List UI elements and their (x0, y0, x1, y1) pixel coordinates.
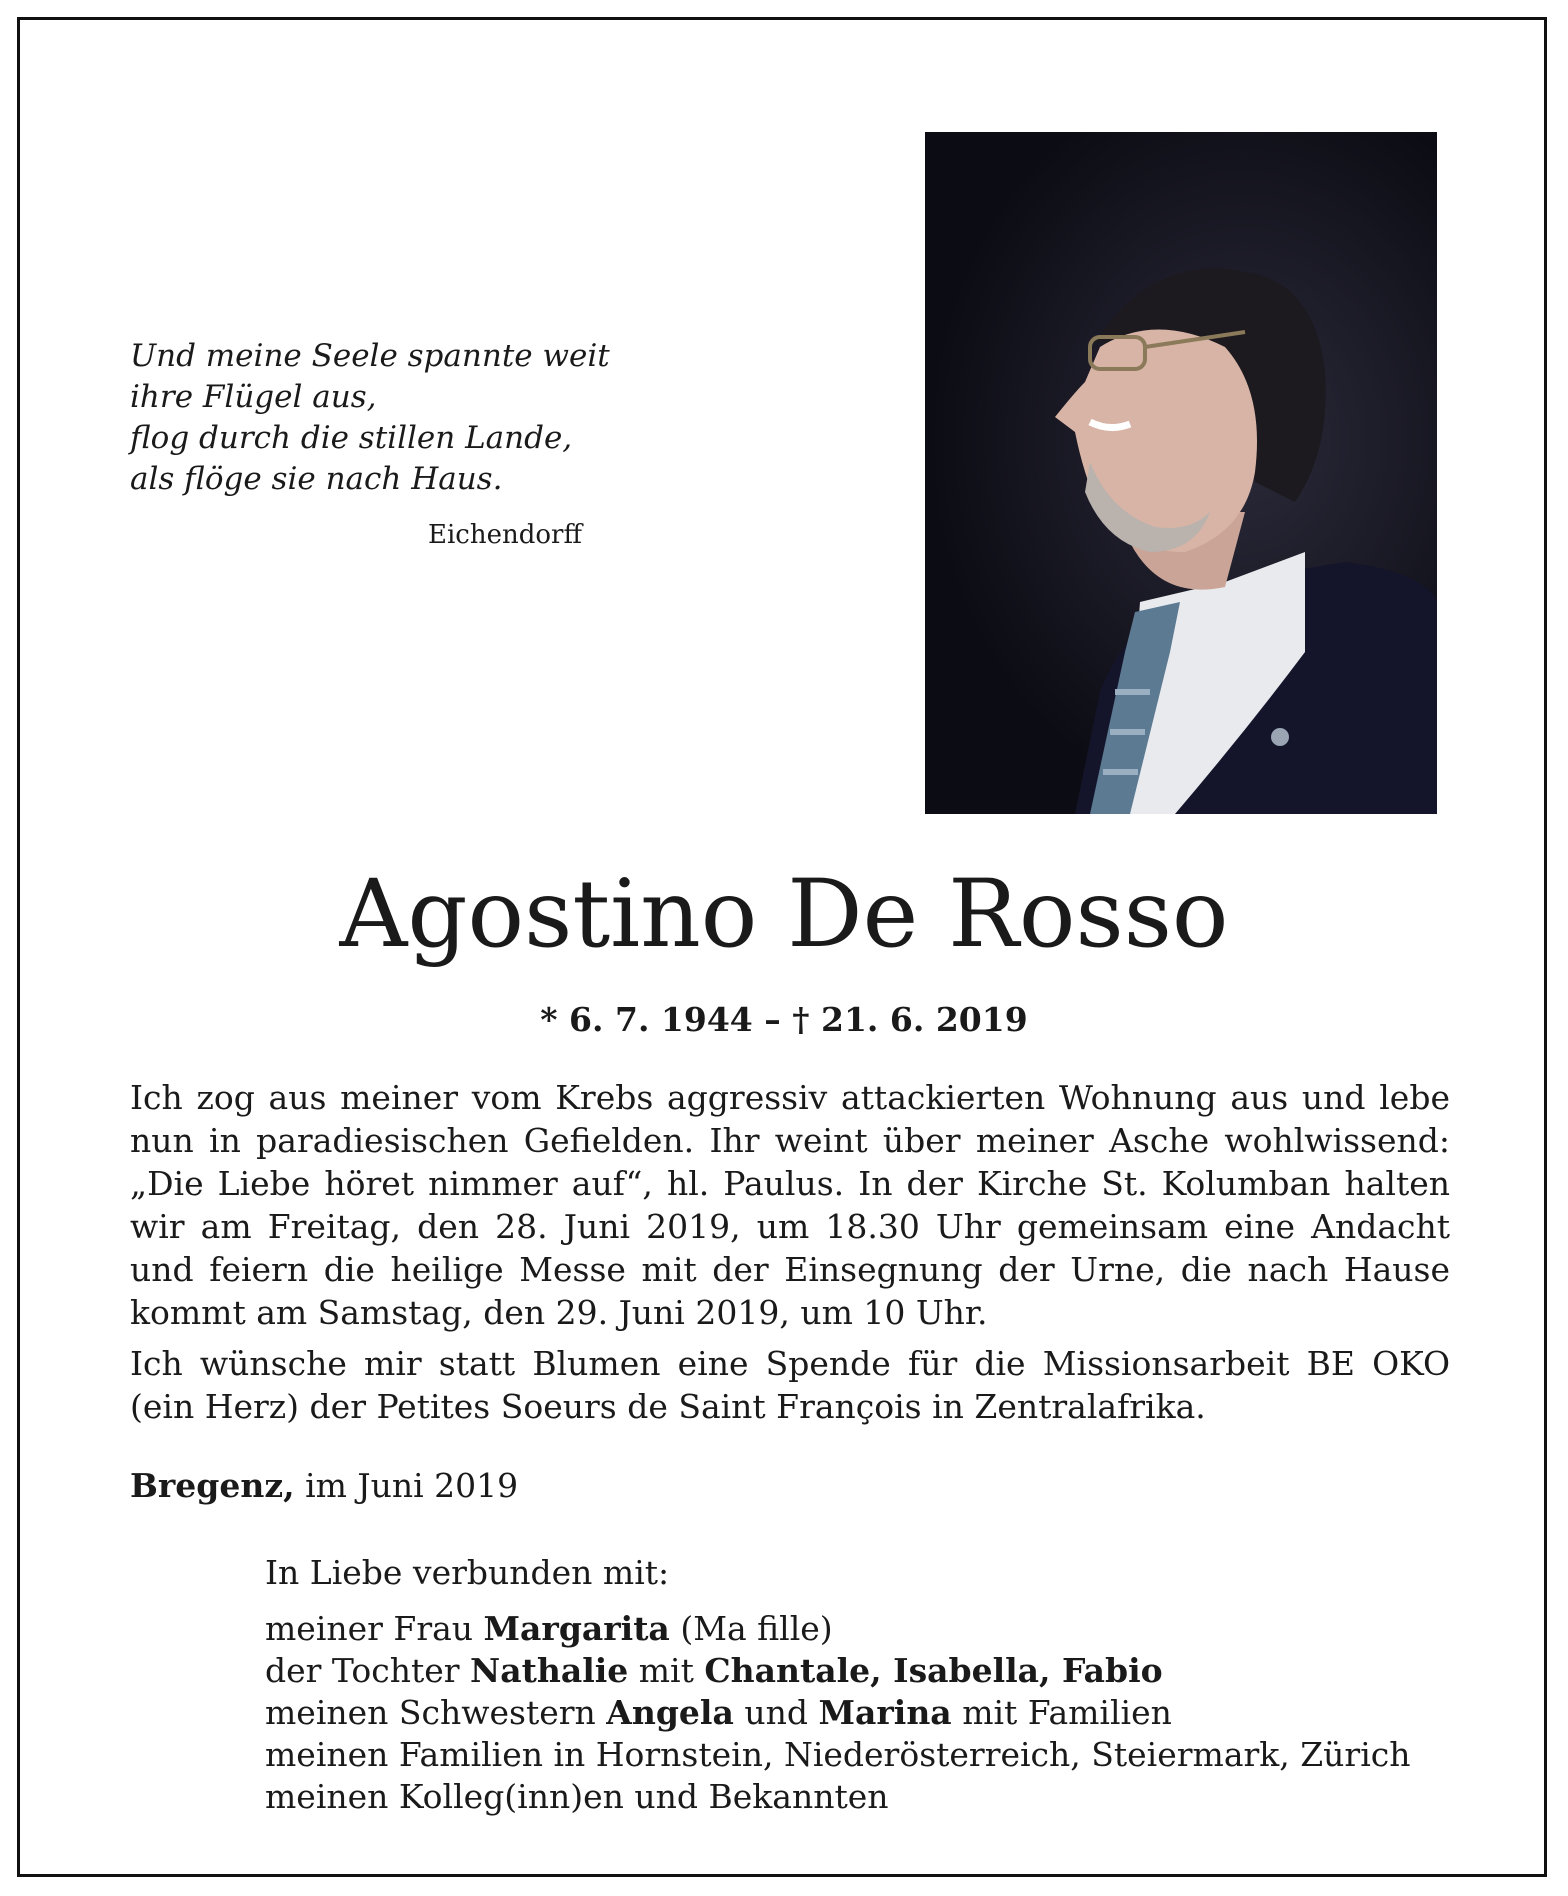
place-date (130, 1466, 518, 1505)
family-line-sisters (265, 1692, 1411, 1734)
notice-paragraph: Ich zog aus meiner vom Krebs aggressiv attackierten Wohnung aus und lebe nun in paradiesischen Gefielden. Ihr weint über meiner Asche wohlwissend: „Die Liebe höret nimmer auf“, hl. Paulus. In der Kirche St. Kolumban halten wir am Freitag, den 28. Juni 2019, um 18.30 Uhr gemeinsam eine Andacht und feiern die heilige Messe mit der Einsegnung der Urne, die nach Hause kommt am Samstag, den 29. Juni 2019, um 10 Uhr. (130, 1078, 1450, 1332)
text: der Tochter (265, 1651, 471, 1690)
family-line-families: meinen Familien in Hornstein, Niederösterreich, Steiermark, Zürich (265, 1735, 1411, 1774)
life-dates: * 6. 7. 1944 – † 21. 6. 2019 (540, 1000, 1028, 1039)
deceased-name: Agostino De Rosso (339, 860, 1229, 969)
quote-line: flog durch die stillen Lande, (130, 420, 573, 456)
portrait-photo (925, 132, 1437, 814)
sister-name: Angela (606, 1693, 734, 1732)
family-line-wife (265, 1608, 1411, 1650)
text: (Ma fille) (669, 1609, 833, 1648)
quote-line: ihre Flügel aus, (130, 379, 377, 415)
quote-line: Und meine Seele spannte weit (130, 338, 610, 374)
quote-author: Eichendorff (428, 520, 582, 550)
family-line-daughter (265, 1650, 1411, 1692)
text: meiner Frau (265, 1609, 484, 1648)
grandchildren-names: Chantale, Isabella, Fabio (704, 1651, 1163, 1690)
quote-line: als flöge sie nach Haus. (130, 461, 503, 497)
notice-paragraph: Ich wünsche mir statt Blumen eine Spende für die Missionsarbeit BE OKO (ein Herz) der Petites Soeurs de Saint François in Zentralafrika. (130, 1344, 1450, 1426)
text: meinen Schwestern (265, 1693, 607, 1732)
portrait-image (925, 132, 1437, 814)
text: und (733, 1693, 819, 1732)
quote (130, 336, 630, 500)
sister-name: Marina (818, 1693, 952, 1732)
place-date-text: im Juni 2019 (294, 1466, 519, 1505)
notice-text (130, 1076, 1450, 1436)
text: mit (628, 1651, 705, 1690)
family-line-colleagues: meinen Kolleg(inn)en und Bekannten (265, 1777, 889, 1816)
family-heading: In Liebe verbunden mit: (265, 1553, 670, 1592)
place-city: Bregenz, (130, 1466, 295, 1505)
daughter-name: Nathalie (470, 1651, 629, 1690)
family-list (265, 1552, 1411, 1818)
text: mit Familien (951, 1693, 1172, 1732)
wife-name: Margarita (483, 1609, 670, 1648)
